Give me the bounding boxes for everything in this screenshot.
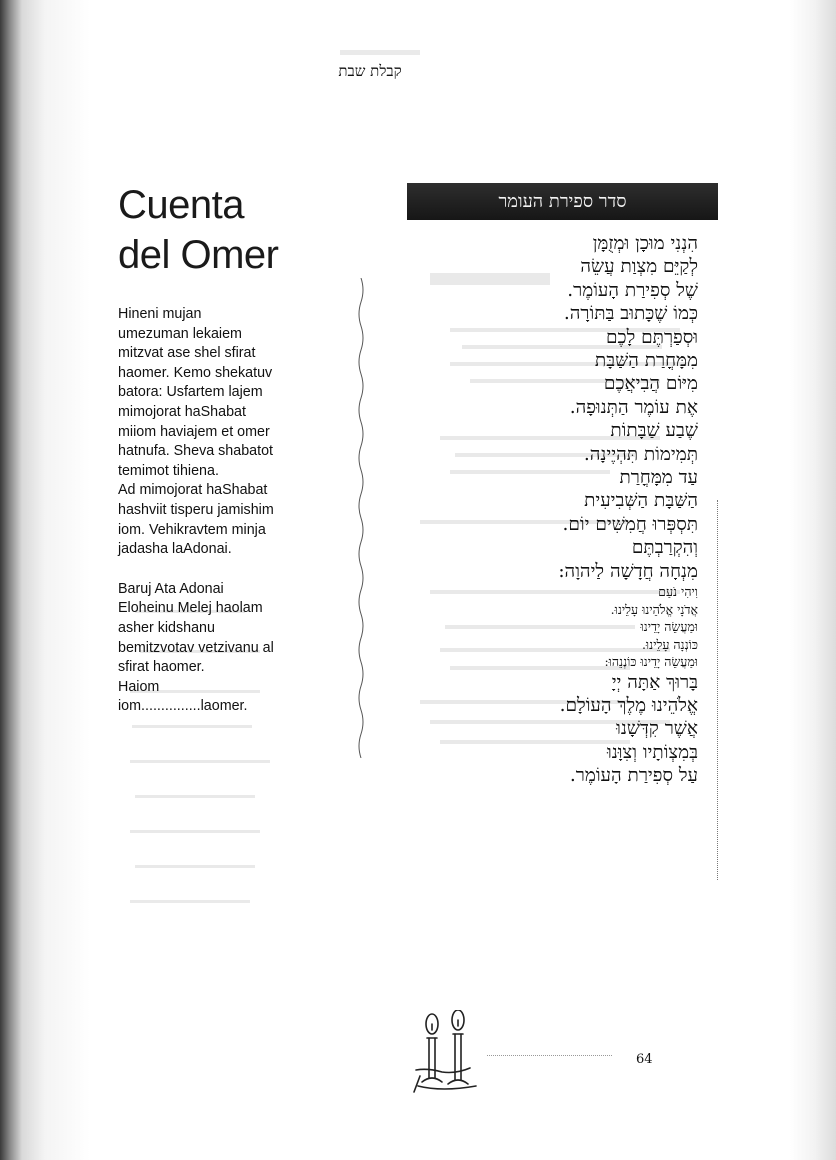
hebrew-line: תִּסְפְּרוּ חֲמִשִּׁים יוֹם. xyxy=(562,513,698,535)
hebrew-line: אֶת עוֹמֶר הַתְּנוּפָה. xyxy=(569,396,698,418)
hebrew-line: כְּמוֹ שֶׁכָּתוּב בַּתּוֹרָה. xyxy=(563,303,698,325)
running-head: קבלת שבת xyxy=(338,62,402,80)
hebrew-line: בָּרוּךְ אַתָּה יְיָ xyxy=(611,671,698,693)
bleed-through-texture: ▬▬▬ xyxy=(430,250,550,294)
hebrew-line: אֲשֶׁר קִדְּשָׁנוּ xyxy=(616,718,698,740)
hebrew-line: אֱלֹהֵינוּ מֶלֶךְ הָעוֹלָם. xyxy=(559,695,698,716)
shabbat-candles-icon xyxy=(412,1010,482,1095)
hebrew-line: מִמָּחֳרַת הַשַּׁבָּת xyxy=(594,350,698,372)
hebrew-heading: סדר ספירת העומר xyxy=(498,191,627,212)
section-title-line-1: Cuenta xyxy=(118,183,244,227)
page-edge-mark xyxy=(717,500,720,880)
page-number: 64 xyxy=(636,1052,653,1067)
hebrew-line: שֶׁל סְפִירַת הָעוֹמֶר. xyxy=(567,279,698,301)
section-title-line-2: del Omer xyxy=(118,233,279,277)
hebrew-line: בְּמִצְוֹתָיו וְצִוָּנוּ xyxy=(607,741,698,763)
hebrew-line: מִנְחָה חֲדָשָׁה לַיהוָה: xyxy=(558,560,698,582)
hebrew-line: הַשַּׁבָּת הַשְּׁבִיעִית xyxy=(584,490,698,512)
hebrew-line: וְהִקְרַבְתֶּם xyxy=(631,537,698,559)
hebrew-line: מִיּוֹם הֲבִיאֲכֶם xyxy=(603,373,698,395)
hebrew-line: שֶׁבַע שַׁבָּתוֹת xyxy=(610,420,698,442)
hebrew-line: לְקַיֵּם מִצְוַת עֲשֵׂה xyxy=(580,256,698,278)
transliteration-column xyxy=(118,305,318,737)
hebrew-line: וּמַעֲשֵׂה יָדֵינוּ xyxy=(640,619,698,635)
hebrew-heading-banner xyxy=(407,183,718,220)
hebrew-line: עַד מִמָּחֳרַת xyxy=(619,467,698,489)
footer-rule xyxy=(487,1055,612,1056)
hebrew-line: וּמַעֲשֵׂה יָדֵינוּ כּוֹנְנֵהוּ: xyxy=(604,654,698,670)
section-title xyxy=(118,180,279,280)
hebrew-line: תְּמִימוֹת תִּהְיֶינָה. xyxy=(583,443,698,465)
hebrew-line: עַל סְפִירַת הָעוֹמֶר. xyxy=(569,765,698,787)
transliteration-paragraph-2: Baruj Ata Adonai Eloheinu Melej haolam asher kidshanu bemitzvotav vetzivanu al sfirat haomer. Haiom iom...............laomer. xyxy=(118,580,274,715)
hebrew-line: כּוֹנְנָה עָלֵינוּ. xyxy=(641,636,698,652)
hebrew-prayer-text xyxy=(378,232,698,788)
hebrew-line: הִנְנִי מוּכָן וּמְזֻמָּן xyxy=(592,233,698,254)
hebrew-line: וִיהִי נֹעַם xyxy=(658,584,698,600)
transliteration-paragraph-1: Hineni mujan umezuman lekaiem mitzvat ase shel sfirat haomer. Kemo shekatuv batora: Usfartem lajem mimojorat haShabat miiom haviajem et omer hatnufa. Sheva shabatot temimot tihiena. Ad mimojorat haShabat hashviit tisperu jamishim iom. Vehikravtem minja jadasha laAdonai. xyxy=(118,306,274,558)
hebrew-line: אֲדֹנָי אֱלֹהֵינוּ עָלֵינוּ. xyxy=(610,601,698,617)
wavy-divider xyxy=(354,278,368,758)
hebrew-line: וּסְפַרְתֶּם לָכֶם xyxy=(606,326,698,348)
